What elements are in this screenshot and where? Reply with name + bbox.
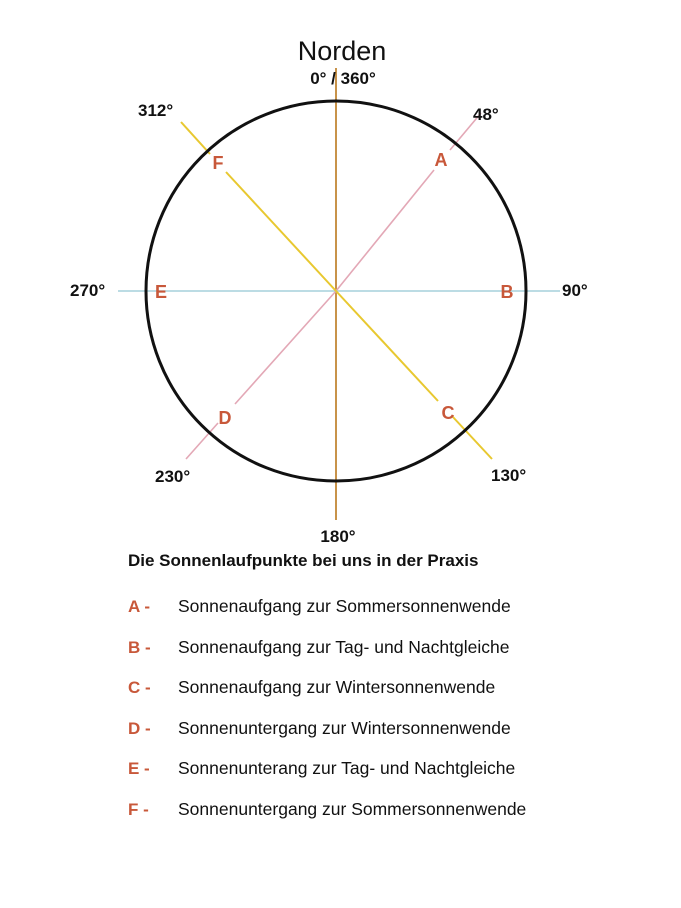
legend-text: Sonnenaufgang zur Tag- und Nachtgleiche	[178, 636, 510, 657]
legend-text: Sonnenuntergang zur Wintersonnenwende	[178, 717, 511, 738]
line-48-230-upper	[336, 170, 434, 291]
point-label-f: F	[212, 153, 224, 173]
legend-letter: B -	[128, 637, 151, 657]
angle-label-48: 48°	[473, 105, 499, 124]
legend-letter: D -	[128, 718, 151, 738]
legend-letter: A -	[128, 597, 151, 616]
point-label-d: D	[218, 408, 232, 428]
legend-item	[128, 758, 526, 799]
angle-label-230: 230°	[155, 467, 191, 486]
line-48-230-lower-ext	[186, 423, 218, 459]
point-label-e: E	[154, 282, 168, 302]
legend-item	[128, 637, 526, 678]
legend-item	[128, 677, 526, 718]
angle-label-0: 0° / 360°	[310, 69, 376, 88]
legend-letter: F -	[128, 799, 149, 819]
angle-label-90: 90°	[562, 281, 588, 300]
legend-text: Sonnenaufgang zur Sommersonnenwende	[178, 596, 511, 616]
legend-text: Sonnenaufgang zur Wintersonnenwende	[178, 677, 496, 697]
legend-item	[128, 718, 526, 759]
legend-letter: E -	[128, 759, 150, 778]
legend-text: Sonnenuntergang zur Sommersonnenwende	[178, 798, 527, 819]
point-label-a: A	[434, 150, 448, 170]
line-48-230-lower	[235, 291, 336, 404]
legend-text: Sonnenunterang zur Tag- und Nachtgleiche	[178, 758, 516, 778]
point-label-b: B	[500, 282, 514, 302]
north-label: Norden	[297, 36, 387, 66]
legend-letter: C -	[128, 678, 151, 697]
legend-title: Die Sonnenlaufpunkte bei uns in der Praxis	[128, 551, 479, 570]
point-label-c: C	[441, 403, 455, 423]
angle-label-312: 312°	[138, 101, 174, 120]
legend-item	[128, 799, 526, 840]
angle-label-130: 130°	[491, 466, 527, 485]
line-312-130-upper	[226, 172, 336, 291]
line-312-130-upper-ext	[181, 122, 210, 154]
angle-label-270: 270°	[70, 281, 106, 300]
angle-label-180: 180°	[320, 527, 356, 546]
legend-list	[128, 596, 526, 839]
legend-item	[128, 596, 526, 637]
line-312-130-lower	[336, 291, 438, 401]
